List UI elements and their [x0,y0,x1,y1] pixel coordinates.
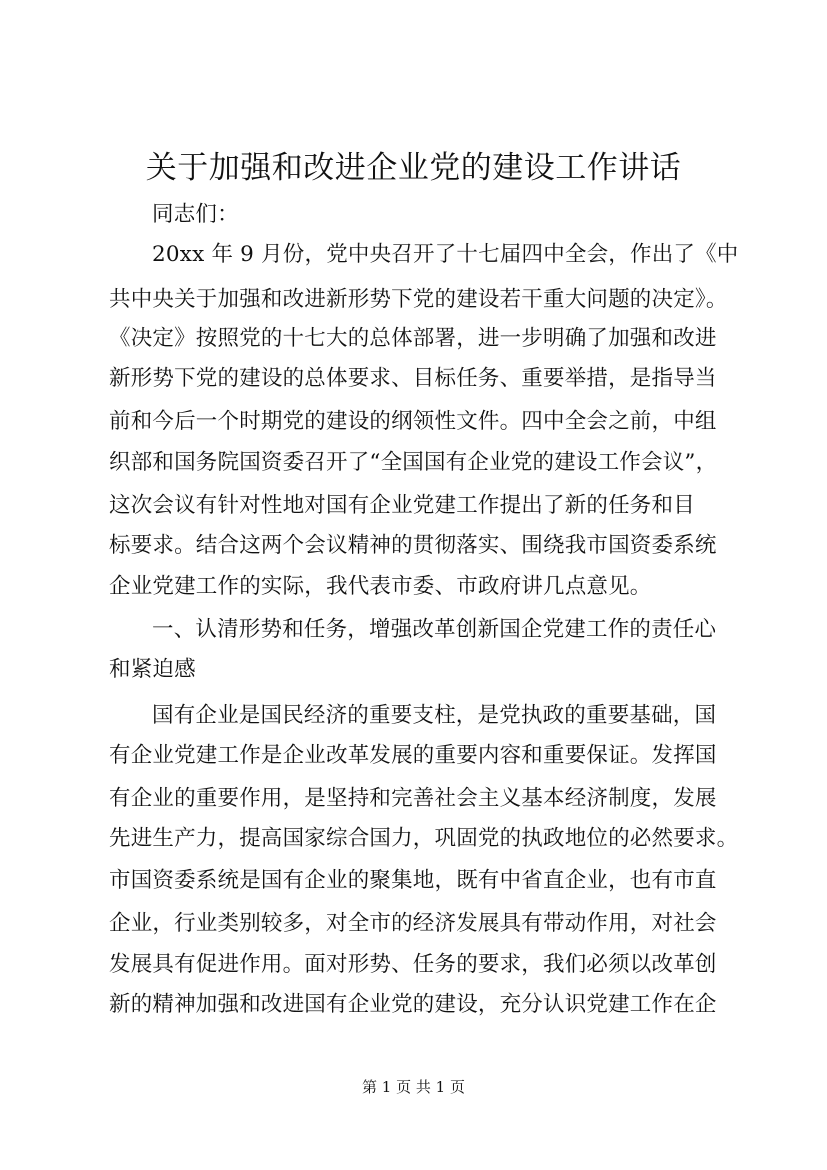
paragraph-line: 这次会议有针对性地对国有企业党建工作提出了新的任务和目 [109,493,695,518]
section-heading: 和紧迫感 [109,657,196,682]
paragraph-line: 前和今后一个时期党的建设的纲领性文件。四中全会之前，中组 [109,409,717,434]
document-title: 关于加强和改进企业党的建设工作讲话 [145,150,682,186]
paragraph-line: 有企业的重要作用，是坚持和完善社会主义基本经济制度，发展 [109,786,717,811]
paragraph-line: 《决定》按照党的十七大的总体部署，进一步明确了加强和改进 [109,326,717,351]
paragraph-line: 共中央关于加强和改进新形势下党的建设若干重大问题的决定》。 [109,287,728,312]
paragraph-line: 企业，行业类别较多，对全市的经济发展具有带动作用，对社会 [109,911,717,936]
paragraph-line: 市国资委系统是国有企业的聚集地，既有中省直企业，也有市直 [109,868,717,893]
paragraph-line: 20xx 年 9 月份，党中央召开了十七届四中全会，作出了《中 [152,242,739,267]
paragraph-line: 标要求。结合这两个会议精神的贯彻落实、围绕我市国资委系统 [109,533,717,558]
paragraph-line: 织部和国务院国资委召开了“全国国有企业党的建设工作会议”， [109,450,718,475]
page-number: 第 1 页 共 1 页 [362,1078,465,1096]
paragraph-line: 有企业党建工作是企业改革发展的重要内容和重要保证。发挥国 [109,743,717,768]
greeting: 同志们： [152,202,239,227]
paragraph-line: 新形势下党的建设的总体要求、目标任务、重要举措，是指导当 [109,366,717,391]
paragraph-line: 国有企业是国民经济的重要支柱，是党执政的重要基础，国 [152,703,717,728]
paragraph-line: 新的精神加强和改进国有企业党的建设，充分认识党建工作在企 [109,992,717,1017]
section-heading: 一、认清形势和任务，增强改革创新国企党建工作的责任心 [152,617,717,642]
paragraph-line: 先进生产力，提高国家综合国力，巩固党的执政地位的必然要求。 [109,826,739,851]
paragraph-line: 企业党建工作的实际，我代表市委、市政府讲几点意见。 [109,574,652,599]
paragraph-line: 发展具有促进作用。面对形势、任务的要求，我们必须以改革创 [109,952,717,977]
